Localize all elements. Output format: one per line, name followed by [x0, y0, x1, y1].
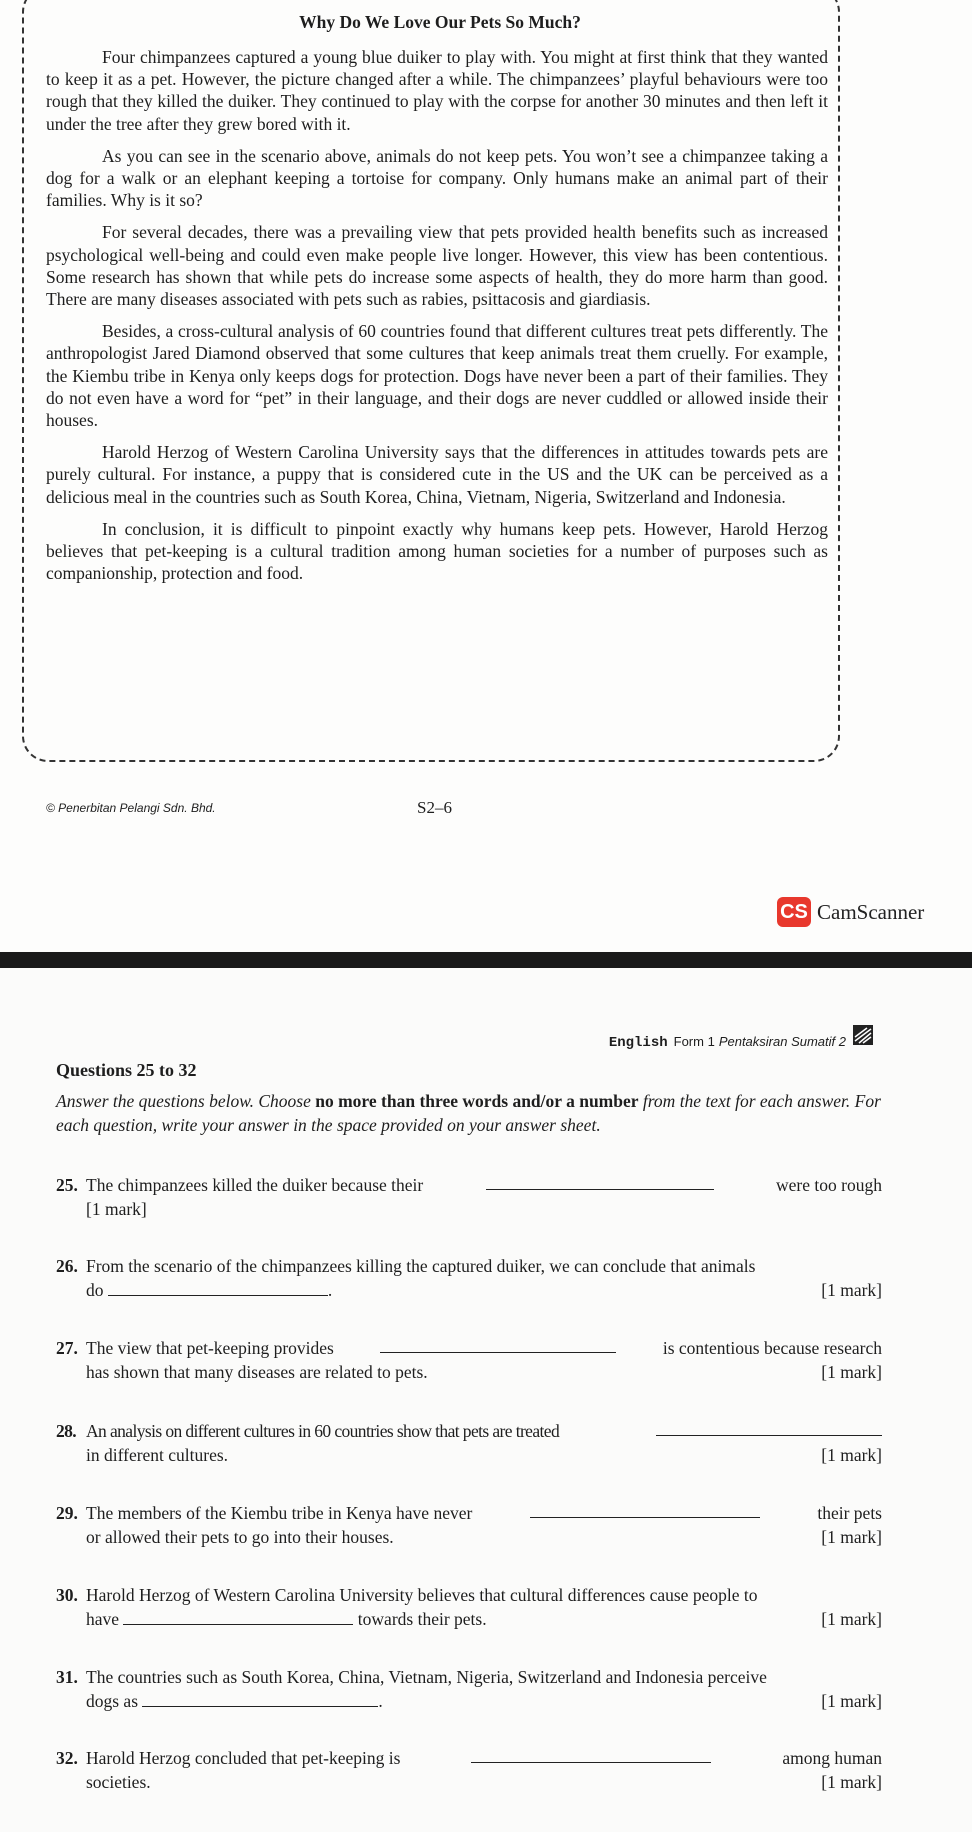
paragraph: As you can see in the scenario above, animals do not keep pets. You won’t see a chimpanzee taking a dog for a walk or an elephant keeping a tortoise for company. Only humans make an animal part of their families. Why is it so? [46, 145, 828, 211]
question-number: 28. [56, 1421, 77, 1441]
question-text: do [86, 1280, 104, 1300]
question-text: From the scenario of the chimpanzees killing the captured duiker, we can conclude that animals [86, 1256, 756, 1276]
question-number: 32. [56, 1748, 78, 1768]
answer-blank[interactable] [486, 1173, 714, 1190]
question-text: societies. [86, 1772, 151, 1792]
instructions-text: Answer the questions below. Choose [56, 1091, 316, 1111]
question-text: were too rough [776, 1175, 882, 1195]
answer-blank[interactable] [656, 1419, 882, 1436]
question-text: has shown that many diseases are related to pets. [86, 1362, 428, 1382]
answer-blank[interactable] [123, 1608, 353, 1625]
header-assessment: Pentaksiran Sumatif 2 [718, 1034, 846, 1049]
mark-label: [1 mark] [821, 1772, 882, 1792]
answer-blank[interactable] [108, 1279, 328, 1296]
question-text: their pets [817, 1503, 882, 1523]
mark-label: [1 mark] [821, 1445, 882, 1465]
question-number: 29. [56, 1503, 78, 1523]
camscanner-watermark [777, 897, 924, 927]
page-number: S2–6 [417, 798, 452, 817]
question-text: towards their pets. [357, 1609, 487, 1629]
question-text: The members of the Kiembu tribe in Kenya have never [86, 1503, 473, 1523]
question-number: 30. [56, 1585, 78, 1605]
answer-blank[interactable] [530, 1501, 760, 1518]
question-text: The chimpanzees killed the duiker because their [86, 1175, 424, 1195]
question-text: Harold Herzog of Western Carolina University believes that cultural differences cause people to [86, 1585, 758, 1605]
question-text: An analysis on different cultures in 60 countries show that pets are treated [86, 1421, 560, 1441]
question-number: 26. [56, 1256, 78, 1276]
page-header [609, 1024, 874, 1051]
question-number: 31. [56, 1667, 78, 1687]
book-icon [852, 1024, 874, 1046]
mark-label: [1 mark] [821, 1280, 882, 1300]
paragraph: Four chimpanzees captured a young blue duiker to play with. You might at first think that they wanted to keep it as a pet. However, the picture changed after a while. The chimpanzees’ playful behaviours were too rough that they killed the duiker. They continued to play with the corpse for another 30 minutes and then left it under the tree after they grew bored with it. [46, 47, 828, 134]
question-31 [56, 1665, 882, 1713]
question-text: dogs as [86, 1691, 139, 1711]
question-30 [56, 1583, 882, 1631]
answer-blank[interactable] [142, 1690, 378, 1707]
instructions-emphasis: no more than three words and/or a number [315, 1091, 639, 1111]
answer-blank[interactable] [380, 1336, 616, 1353]
question-text: . [327, 1280, 333, 1300]
instructions-text: from the text for each answer. For each question, write your answer in the space provided on your answer sheet. [56, 1091, 881, 1135]
mark-label: [1 mark] [86, 1199, 147, 1219]
mark-label: [1 mark] [821, 1609, 882, 1629]
instructions [56, 1089, 881, 1137]
question-text: The countries such as South Korea, China, Vietnam, Nigeria, Switzerland and Indonesia perceive [86, 1667, 767, 1687]
question-26 [56, 1254, 882, 1302]
paragraph: In conclusion, it is difficult to pinpoint exactly why humans keep pets. However, Harold Herzog believes that pet-keeping is a cultural tradition among human societies for a number of purposes such as companionship, protection and food. [46, 518, 828, 584]
question-32 [56, 1746, 882, 1794]
question-text: or allowed their pets to go into their houses. [86, 1527, 394, 1547]
answer-blank[interactable] [471, 1746, 711, 1763]
paragraph: Harold Herzog of Western Carolina University says that the differences in attitudes towards pets are purely cultural. For instance, a puppy that is considered cute in the US and the UK can be perceived as a delicious meal in the countries such as South Korea, China, Vietnam, Nigeria, Switzerland and Indonesia. [46, 442, 828, 507]
question-28 [56, 1419, 882, 1467]
mark-label: [1 mark] [821, 1362, 882, 1382]
mark-label: [1 mark] [821, 1527, 882, 1547]
question-text: The view that pet-keeping provides [86, 1338, 334, 1358]
question-number: 27. [56, 1338, 78, 1358]
question-text: among human [782, 1748, 882, 1768]
questions-heading: Questions 25 to 32 [56, 1060, 197, 1080]
question-number: 25. [56, 1175, 78, 1195]
question-27 [56, 1336, 882, 1384]
question-text: have [86, 1609, 120, 1629]
copyright-notice: © Penerbitan Pelangi Sdn. Bhd. [46, 801, 216, 815]
camscanner-logo-icon: CS [777, 897, 811, 927]
header-form: Form 1 [673, 1034, 715, 1049]
paragraph: For several decades, there was a prevailing view that pets provided health benefits such as increased psychological well-being and could even make people live longer. However, this view has been contentious. Some research has shown that while pets do increase some aspects of health, they do more harm than good. There are many diseases associated with pets such as rabies, psittacosis and giardiasis. [46, 222, 828, 310]
passage-title: Why Do We Love Our Pets So Much? [299, 12, 581, 32]
question-25 [56, 1173, 882, 1221]
questions-page [0, 968, 972, 1832]
passage-text [46, 46, 828, 594]
question-29 [56, 1501, 882, 1549]
header-subject: English [608, 1035, 668, 1051]
page-divider [0, 952, 972, 968]
question-text: Harold Herzog concluded that pet-keeping is [86, 1748, 401, 1768]
mark-label: [1 mark] [821, 1691, 882, 1711]
paragraph: Besides, a cross-cultural analysis of 60 countries found that different cultures treat pets differently. The anthropologist Jared Diamond observed that some cultures that keep animals treat them cruelly. For example, the Kiembu tribe in Kenya only keeps dogs for protection. Dogs have never been a part of their families. They do not even have a word for “pet” in their language, and their dogs are never cuddled or allowed inside their houses. [46, 321, 828, 431]
camscanner-label: CamScanner [817, 899, 925, 924]
question-text: . [378, 1691, 383, 1711]
question-text: in different cultures. [86, 1445, 229, 1465]
question-text: is contentious because research [662, 1338, 882, 1358]
